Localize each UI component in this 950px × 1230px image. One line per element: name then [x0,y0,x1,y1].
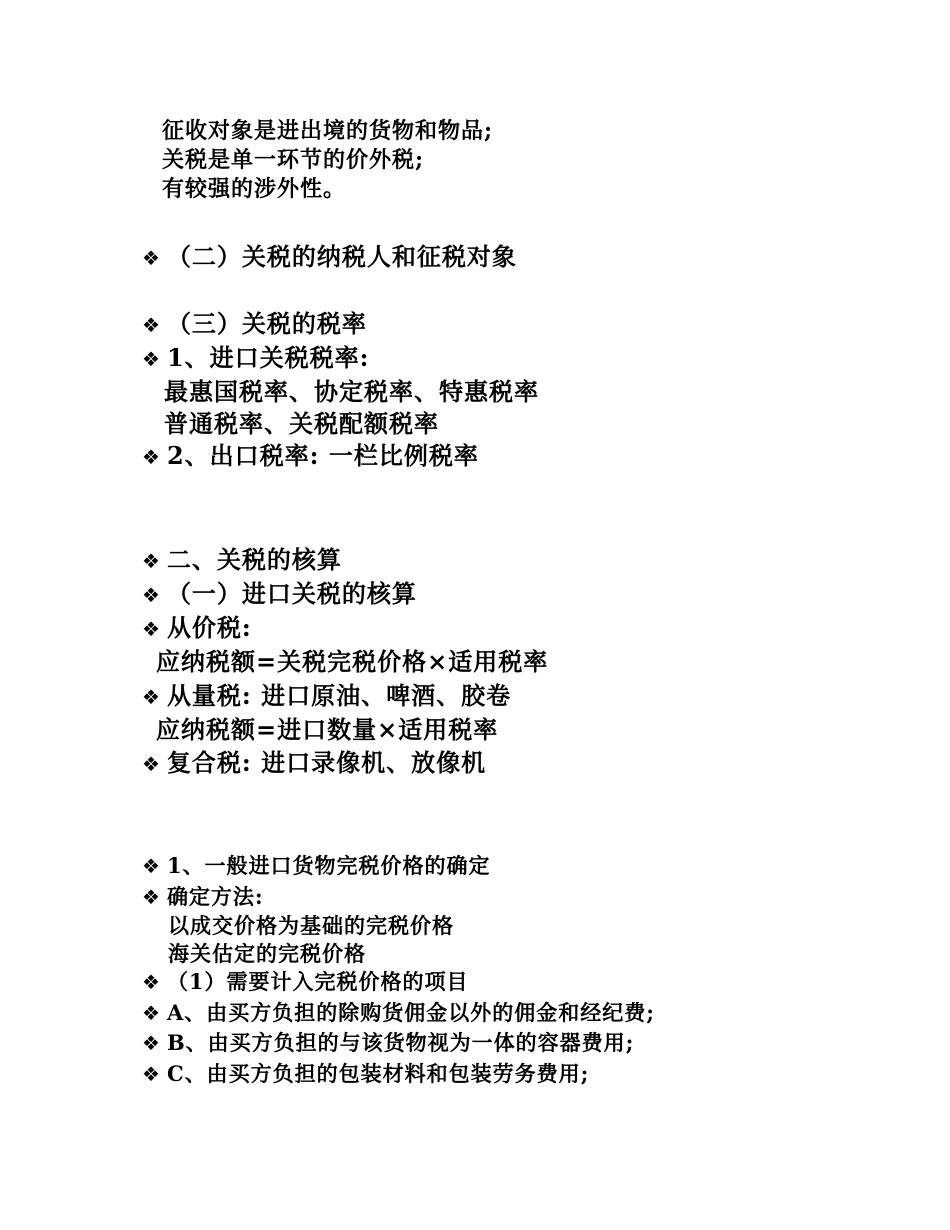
bullet-icon: ❖ [142,1031,161,1055]
compound-duty-label: 复合税: 进口录像机、放像机 [166,748,487,777]
section-heading: （三）关税的税率 [166,309,367,338]
bullet-icon: ❖ [142,1001,161,1025]
text-line: 征收对象是进出境的货物和物品; [162,118,494,144]
bullet-icon: ❖ [142,617,161,641]
import-rate-label: 1、进口关税税率: [166,343,370,372]
bullet-icon: ❖ [142,1062,161,1086]
text-line: 关税是单一环节的价外税; [162,147,425,173]
bullet-icon: ❖ [142,685,161,709]
item-c: C、由买方负担的包装材料和包装劳务费用; [166,1061,590,1086]
text-line: 海关估定的完税价格 [168,941,366,966]
text-line: 最惠国税率、协定税率、特惠税率 [164,377,539,406]
items-heading: （1）需要计入完税价格的项目 [166,969,469,994]
bullet-line [142,676,511,711]
formula-line: 应纳税额=进口数量×适用税率 [156,715,499,744]
bullet-line [142,850,491,880]
section-subheading: （一）进口关税的核算 [166,579,417,608]
bullet-icon: ❖ [142,445,161,469]
bullet-icon: ❖ [142,347,161,371]
bullet-icon: ❖ [142,854,161,878]
method-label: 确定方法: [166,884,264,909]
bullet-line [142,966,469,996]
specific-duty-label: 从量税: 进口原油、啤酒、胶卷 [166,681,512,710]
text-line: 有较强的涉外性。 [162,176,347,202]
bullet-line [142,338,370,373]
section-heading: 二、关税的核算 [166,545,342,574]
bullet-line [142,997,655,1027]
formula-line: 应纳税额=关税完税价格×适用税率 [156,647,549,676]
bullet-line [142,881,264,911]
bullet-icon: ❖ [142,885,161,909]
bullet-icon: ❖ [142,313,161,337]
export-rate-label: 2、出口税率: 一栏比例税率 [166,441,479,470]
bullet-line [142,743,486,778]
bullet-line [142,436,479,471]
bullet-icon: ❖ [142,752,161,776]
bullet-line [142,540,342,575]
bullet-icon: ❖ [142,549,161,573]
bullet-icon: ❖ [142,246,161,270]
section-heading: （二）关税的纳税人和征税对象 [166,242,517,271]
bullet-line [142,608,252,643]
section-heading: 1、一般进口货物完税价格的确定 [166,853,491,878]
item-b: B、由买方负担的与该货物视为一体的容器费用; [166,1030,635,1055]
bullet-icon: ❖ [142,970,161,994]
text-line: 普通税率、关税配额税率 [164,409,439,438]
item-a: A、由买方负担的除购货佣金以外的佣金和经纪费; [166,1000,655,1025]
text-line: 以成交价格为基础的完税价格 [168,913,454,938]
bullet-line [142,237,517,272]
bullet-line [142,1027,634,1057]
bullet-line [142,574,417,609]
bullet-icon: ❖ [142,583,161,607]
ad-valorem-label: 从价税: [166,613,252,642]
bullet-line [142,304,367,339]
bullet-line [142,1058,589,1088]
